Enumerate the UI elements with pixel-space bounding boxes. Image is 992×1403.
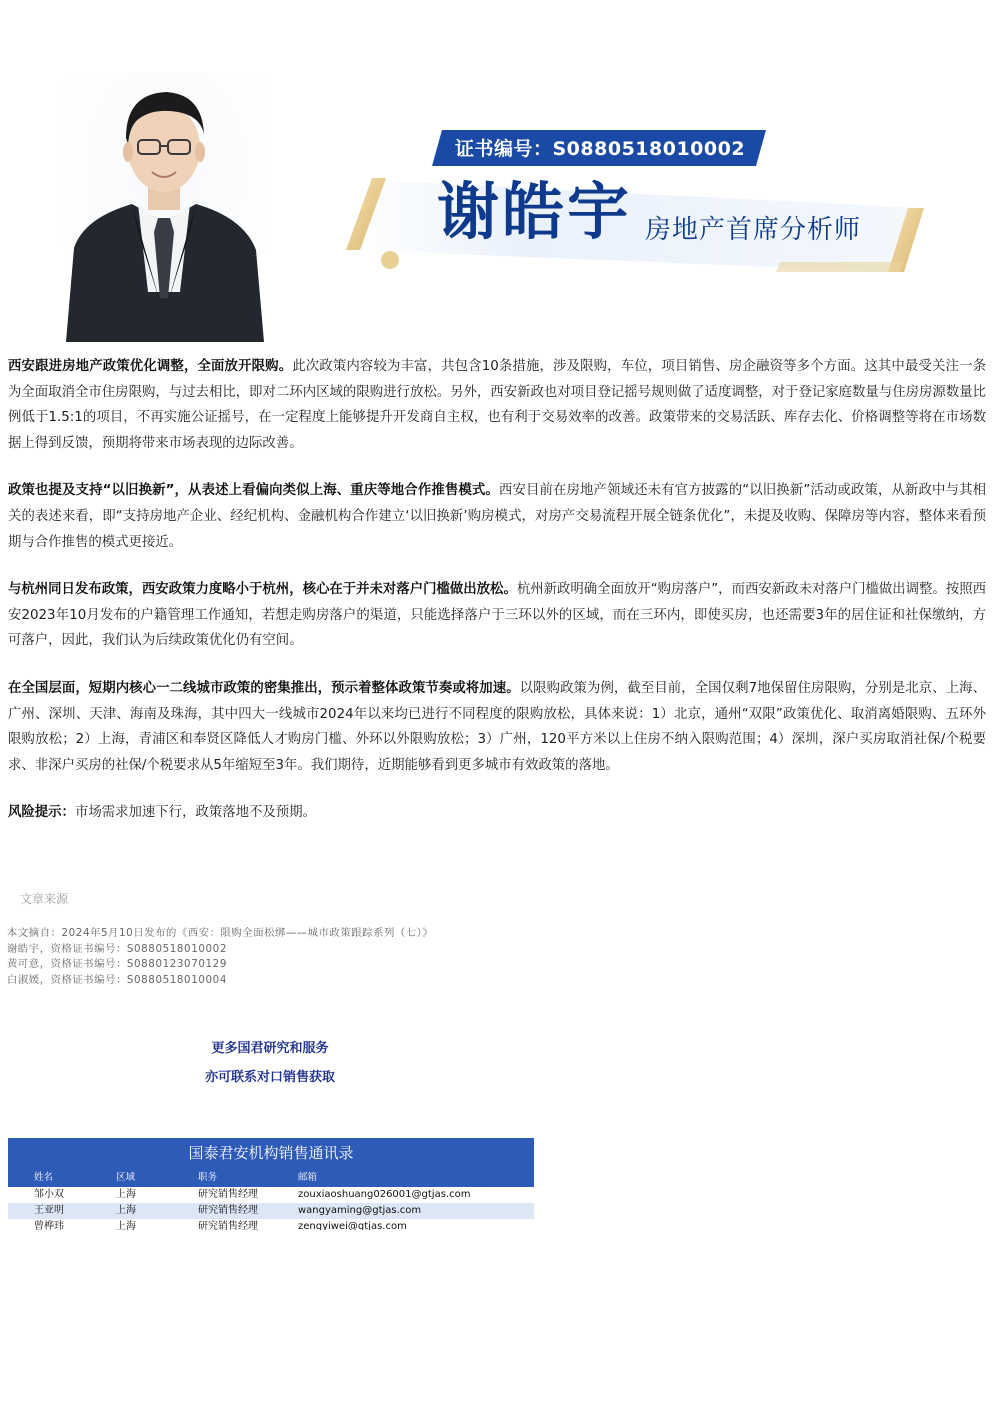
sales-contact-table — [8, 1138, 534, 1230]
column-header-region: 区域 — [116, 1172, 136, 1183]
paragraph-lead: 在全国层面，短期内核心一二线城市政策的密集推出，预示着整体政策节奏或将加速。 — [8, 680, 520, 696]
paragraph-hangzhou-comparison — [8, 577, 986, 654]
paragraph-body: 以限购政策为例，截至目前，全国仅剩7地保留住房限购，分别是北京、上海、广州、深圳、天津、海南及珠海，其中四大一线城市2024年以来均已进行不同程度的限购放松，具体来说：1）北京，通州“双限”政策优化、取消离婚限购、五环外限购放松；2）上海，青浦区和奉贤区降低人才购房门槛、外环以外限购放松；3）广州，120平方米以上住房不纳入限购范围；4）深圳，深户买房取消社保/个税要求、非深户买房的社保/个税要求从5年缩短至3年。我们期待，近期能够看到更多城市有效政策的落地。 — [8, 680, 986, 773]
contact-email[interactable]: zengyiwei@gtjas.com — [298, 1221, 407, 1230]
more-research-line: 更多国君研究和服务 — [211, 1041, 329, 1056]
source-line: 本文摘自：2024年5月10日发布的《西安：限购全面松绑——城市政策跟踪系列（七）》 — [7, 927, 434, 939]
contact-region: 上海 — [116, 1205, 136, 1216]
table-row — [8, 1187, 534, 1203]
contact-email[interactable]: zouxiaoshuang026001@gtjas.com — [298, 1189, 471, 1200]
column-header-position: 职务 — [198, 1172, 218, 1183]
analyst-banner — [0, 0, 992, 342]
contact-name: 邹小双 — [34, 1189, 64, 1200]
contact-position: 研究销售经理 — [198, 1221, 258, 1230]
paragraph-body: 此次政策内容较为丰富，共包含10条措施，涉及限购，车位，项目销售、房企融资等多个方面。这其中最受关注一条为全面取消全市住房限购，与过去相比，即对二环内区域的限购进行放松。另外，西安新政也对项目登记摇号规则做了适度调整，对于登记家庭数量与住房房源数量比例低于1.5:1的项目，不再实施公证摇号，在一定程度上能够提升开发商自主权，也有利于交易效率的改善。政策带来的交易活跃、库存去化、价格调整等将在市场数据上得到反馈，预期将带来市场表现的边际改善。 — [8, 359, 986, 451]
source-block — [7, 926, 433, 989]
paragraph-policy-optimization — [8, 354, 986, 456]
analyst-name: 谢皓宇 — [437, 175, 633, 248]
paragraph-lead: 与杭州同日发布政策，西安政策力度略小于杭州，核心在于并未对落户门槛做出放松。 — [8, 582, 517, 598]
table-header — [8, 1138, 534, 1187]
contact-sales-line: 亦可联系对口销售获取 — [204, 1070, 335, 1085]
paragraph-body: 西安目前在房地产领域还未有官方披露的“以旧换新”活动或政策，从新政中与其相关的表述来看，即“支持房地产企业、经纪机构、金融机构合作建立‘以旧换新’购房模式，对房产交易流程开展全链条优化”，未提及收购、保障房等内容，整体来看预期与合作推售的模式更接近。 — [8, 483, 986, 550]
table-row — [8, 1219, 534, 1230]
analyst-photo — [60, 72, 272, 342]
source-line: 谢皓宇，资格证书编号：S0880518010002 — [7, 942, 227, 955]
source-line: 白淑媛，资格证书编号：S0880518010004 — [7, 974, 227, 987]
table-title: 国泰君安机构销售通讯录 — [188, 1144, 354, 1162]
paragraph-body: 杭州新政明确全面放开“购房落户”，而西安新政未对落户门槛做出调整。按照西安2023年10月发布的户籍管理工作通知，若想走购房落户的渠道，只能选择落户于三环以外的区域，而在三环内，即使买房，也还需要3年的居住证和社保缴纳，方可落户，因此，我们认为后续政策优化仍有空间。 — [8, 582, 986, 649]
source-heading: 文章来源 — [20, 892, 69, 906]
paragraph-lead: 风险提示： — [8, 805, 75, 821]
column-headers — [8, 1168, 534, 1187]
paragraph-lead: 政策也提及支持“以旧换新”，从表述上看偏向类似上海、重庆等地合作推售模式。 — [8, 483, 499, 499]
contact-name: 曾桦玮 — [34, 1221, 64, 1230]
contact-email[interactable]: wangyaming@gtjas.com — [298, 1205, 422, 1216]
paragraph-trade-in — [8, 478, 986, 555]
contact-region: 上海 — [116, 1189, 136, 1200]
column-header-email: 邮箱 — [298, 1172, 318, 1183]
column-header-name: 姓名 — [34, 1172, 54, 1183]
analyst-title: 房地产首席分析师 — [645, 215, 862, 245]
article-body — [8, 354, 986, 848]
certificate-number: 证书编号：S0880518010002 — [455, 138, 746, 160]
paragraph-body: 市场需求加速下行，政策落地不及预期。 — [74, 805, 316, 821]
contact-region: 上海 — [116, 1221, 136, 1230]
contact-position: 研究销售经理 — [198, 1205, 258, 1216]
contact-position: 研究销售经理 — [198, 1189, 258, 1200]
contact-name: 王亚明 — [34, 1205, 64, 1216]
source-line: 黄可意，资格证书编号：S0880123070129 — [7, 958, 227, 971]
paragraph-lead: 西安跟进房地产政策优化调整，全面放开限购。 — [8, 359, 293, 374]
paragraph-national-level — [8, 676, 986, 778]
paragraph-risk-warning — [8, 800, 986, 826]
table-row — [8, 1203, 534, 1219]
